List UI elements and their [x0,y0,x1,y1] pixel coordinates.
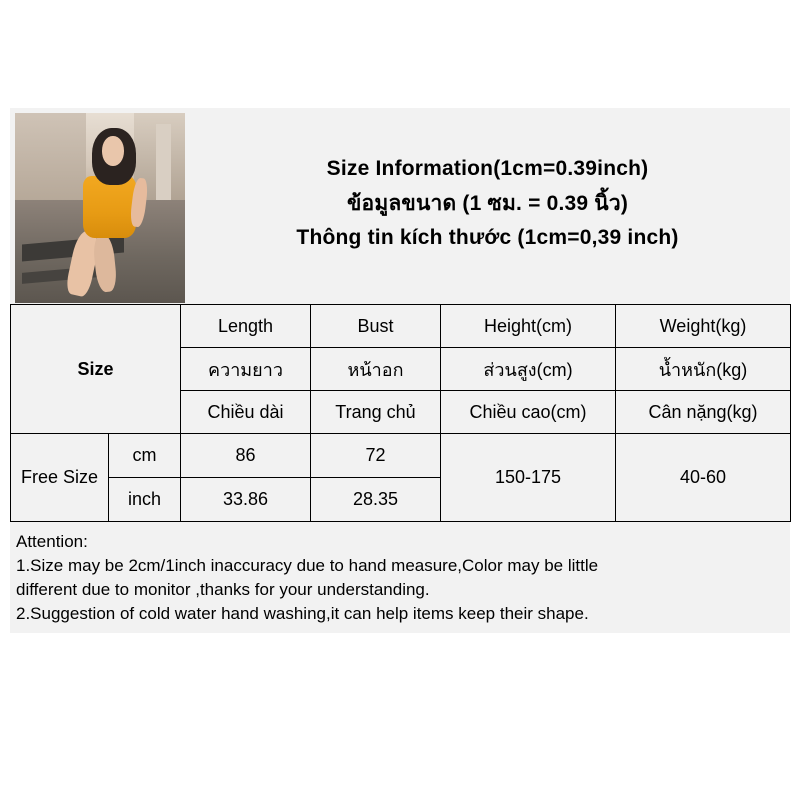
value-length-cm: 86 [181,434,311,478]
size-chart-card [10,108,790,630]
value-bust-cm: 72 [311,434,441,478]
size-label-cell: Size [11,305,181,434]
size-table [10,304,791,522]
attention-line-1a: 1.Size may be 2cm/1inch inaccuracy due to hand measure,Color may be little [16,556,599,576]
row-label-free-size: Free Size [11,434,109,522]
unit-inch: inch [109,478,181,522]
header-weight-vi: Cân nặng(kg) [616,391,791,434]
header-height-th: ส่วนสูง(cm) [441,348,616,391]
unit-cm: cm [109,434,181,478]
value-weight-range: 40-60 [616,434,791,522]
table-row-header-en [11,305,791,348]
header-bust-en: Bust [311,305,441,348]
attention-block [10,522,790,633]
header-height-vi: Chiều cao(cm) [441,391,616,434]
table-row-cm [11,434,791,478]
photo-wall-left [15,113,86,212]
value-bust-inch: 28.35 [311,478,441,522]
photo-model-dress [83,176,136,239]
title-block [185,108,790,304]
title-line-th: ข้อมูลขนาด (1 ซม. = 0.39 นิ้ว) [346,191,629,215]
product-photo [15,113,185,303]
title-line-en: Size Information(1cm=0.39inch) [326,156,649,180]
photo-model-face [102,136,124,166]
header-weight-th: น้ำหนัก(kg) [616,348,791,391]
header-height-en: Height(cm) [441,305,616,348]
header-bust-th: หน้าอก [311,348,441,391]
header-length-en: Length [181,305,311,348]
attention-title: Attention: [16,532,88,551]
title-line-vi: Thông tin kích thước (1cm=0,39 inch) [296,225,679,249]
header-length-vi: Chiều dài [181,391,311,434]
card-header [10,108,790,304]
attention-line-2: 2.Suggestion of cold water hand washing,it can help items keep their shape. [16,604,589,624]
header-length-th: ความยาว [181,348,311,391]
value-height-range: 150-175 [441,434,616,522]
attention-line-1b: different due to monitor ,thanks for your understanding. [16,580,430,600]
header-weight-en: Weight(kg) [616,305,791,348]
header-bust-vi: Trang chủ [311,391,441,434]
value-length-inch: 33.86 [181,478,311,522]
